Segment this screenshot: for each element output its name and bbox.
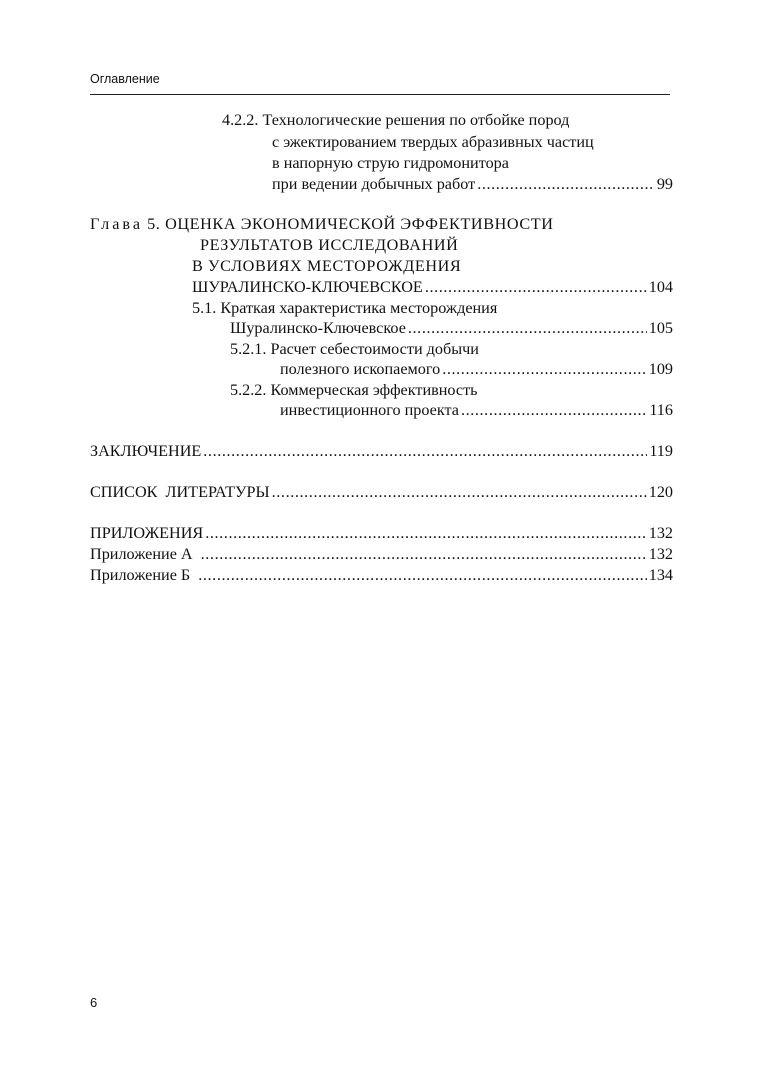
- toc-page-number: 120: [648, 483, 673, 501]
- toc-entry-appendix-b[interactable]: [90, 565, 673, 585]
- toc-entry-label: ПРИЛОЖЕНИЯ: [90, 524, 204, 542]
- chapter-title-line1: 5. ОЦЕНКА ЭКОНОМИЧЕСКОЙ ЭФФЕКТИВНОСТИ: [147, 215, 554, 233]
- toc-chapter-5[interactable]: [192, 277, 673, 297]
- dot-leader: [205, 523, 647, 543]
- running-header: Оглавление: [90, 72, 160, 86]
- toc-entry-label: ШУРАЛИНСКО-КЛЮЧЕВСКОЕ: [192, 278, 423, 296]
- toc-entry-appendices[interactable]: [90, 523, 673, 543]
- toc-page-number: 109: [648, 360, 673, 378]
- dot-leader: [198, 565, 646, 585]
- toc-page-number: 116: [649, 401, 673, 419]
- toc-entry-label: при ведении добычных работ: [272, 175, 476, 193]
- dot-leader: [272, 482, 647, 502]
- toc-entry-label: СПИСОК ЛИТЕРАТУРЫ: [90, 483, 270, 501]
- toc-entry-5-1-line1: 5.1. Краткая характеристика месторождения: [192, 299, 498, 317]
- toc-page-number: 119: [649, 442, 673, 460]
- dot-leader: [442, 359, 647, 379]
- toc-entry-4-2-2-line1: 4.2.2. Технологические решения по отбойке пород: [222, 111, 570, 129]
- toc-chapter-5-line2: РЕЗУЛЬТАТОВ ИССЛЕДОВАНИЙ: [200, 236, 459, 254]
- dot-leader: [408, 318, 647, 338]
- toc-entry-label: инвестиционного проекта: [280, 401, 459, 419]
- dot-leader: [425, 277, 647, 297]
- page-number: 6: [90, 995, 98, 1010]
- toc-entry-4-2-2-line3: в напорную струю гидромонитора: [272, 154, 509, 172]
- toc-chapter-5-line1: [90, 214, 554, 234]
- toc-entry-references[interactable]: [90, 482, 673, 502]
- dot-leader: [461, 400, 647, 420]
- dot-leader: [203, 441, 647, 461]
- chapter-prefix: Глава: [90, 215, 144, 233]
- toc-entry-5-1[interactable]: [230, 318, 673, 338]
- toc-entry-4-2-2[interactable]: [272, 174, 673, 194]
- toc-page-number: 105: [648, 319, 673, 337]
- toc-entry-5-2-1-line1: 5.2.1. Расчет себестоимости добычи: [230, 340, 479, 358]
- toc-entry-label: ЗАКЛЮЧЕНИЕ: [90, 442, 202, 460]
- toc-entry-conclusion[interactable]: [90, 441, 673, 461]
- toc-entry-label: Приложение Б: [90, 566, 191, 584]
- toc-page-number: 132: [648, 524, 673, 542]
- toc-entry-appendix-a[interactable]: [90, 544, 673, 564]
- toc-entry-5-2-2-line1: 5.2.2. Коммерческая эффективность: [230, 381, 478, 399]
- toc-entry-label: Приложение А: [90, 545, 193, 563]
- toc-entry-5-2-1[interactable]: [280, 359, 673, 379]
- toc-chapter-5-line3: В УСЛОВИЯХ МЕСТОРОЖДЕНИЯ: [192, 257, 462, 275]
- toc-page-number: 104: [648, 278, 673, 296]
- dot-leader: [201, 544, 647, 564]
- toc-page-number: 132: [648, 545, 673, 563]
- dot-leader: [477, 174, 655, 194]
- toc-entry-label: Шуралинско-Ключевское: [230, 319, 406, 337]
- toc-page-number: 99: [656, 175, 673, 193]
- toc-entry-5-2-2[interactable]: [280, 400, 673, 420]
- toc-page-number: 134: [648, 566, 673, 584]
- toc-entry-4-2-2-line2: с эжектированием твердых абразивных частиц: [272, 133, 594, 151]
- toc-entry-label: полезного ископаемого: [280, 360, 441, 378]
